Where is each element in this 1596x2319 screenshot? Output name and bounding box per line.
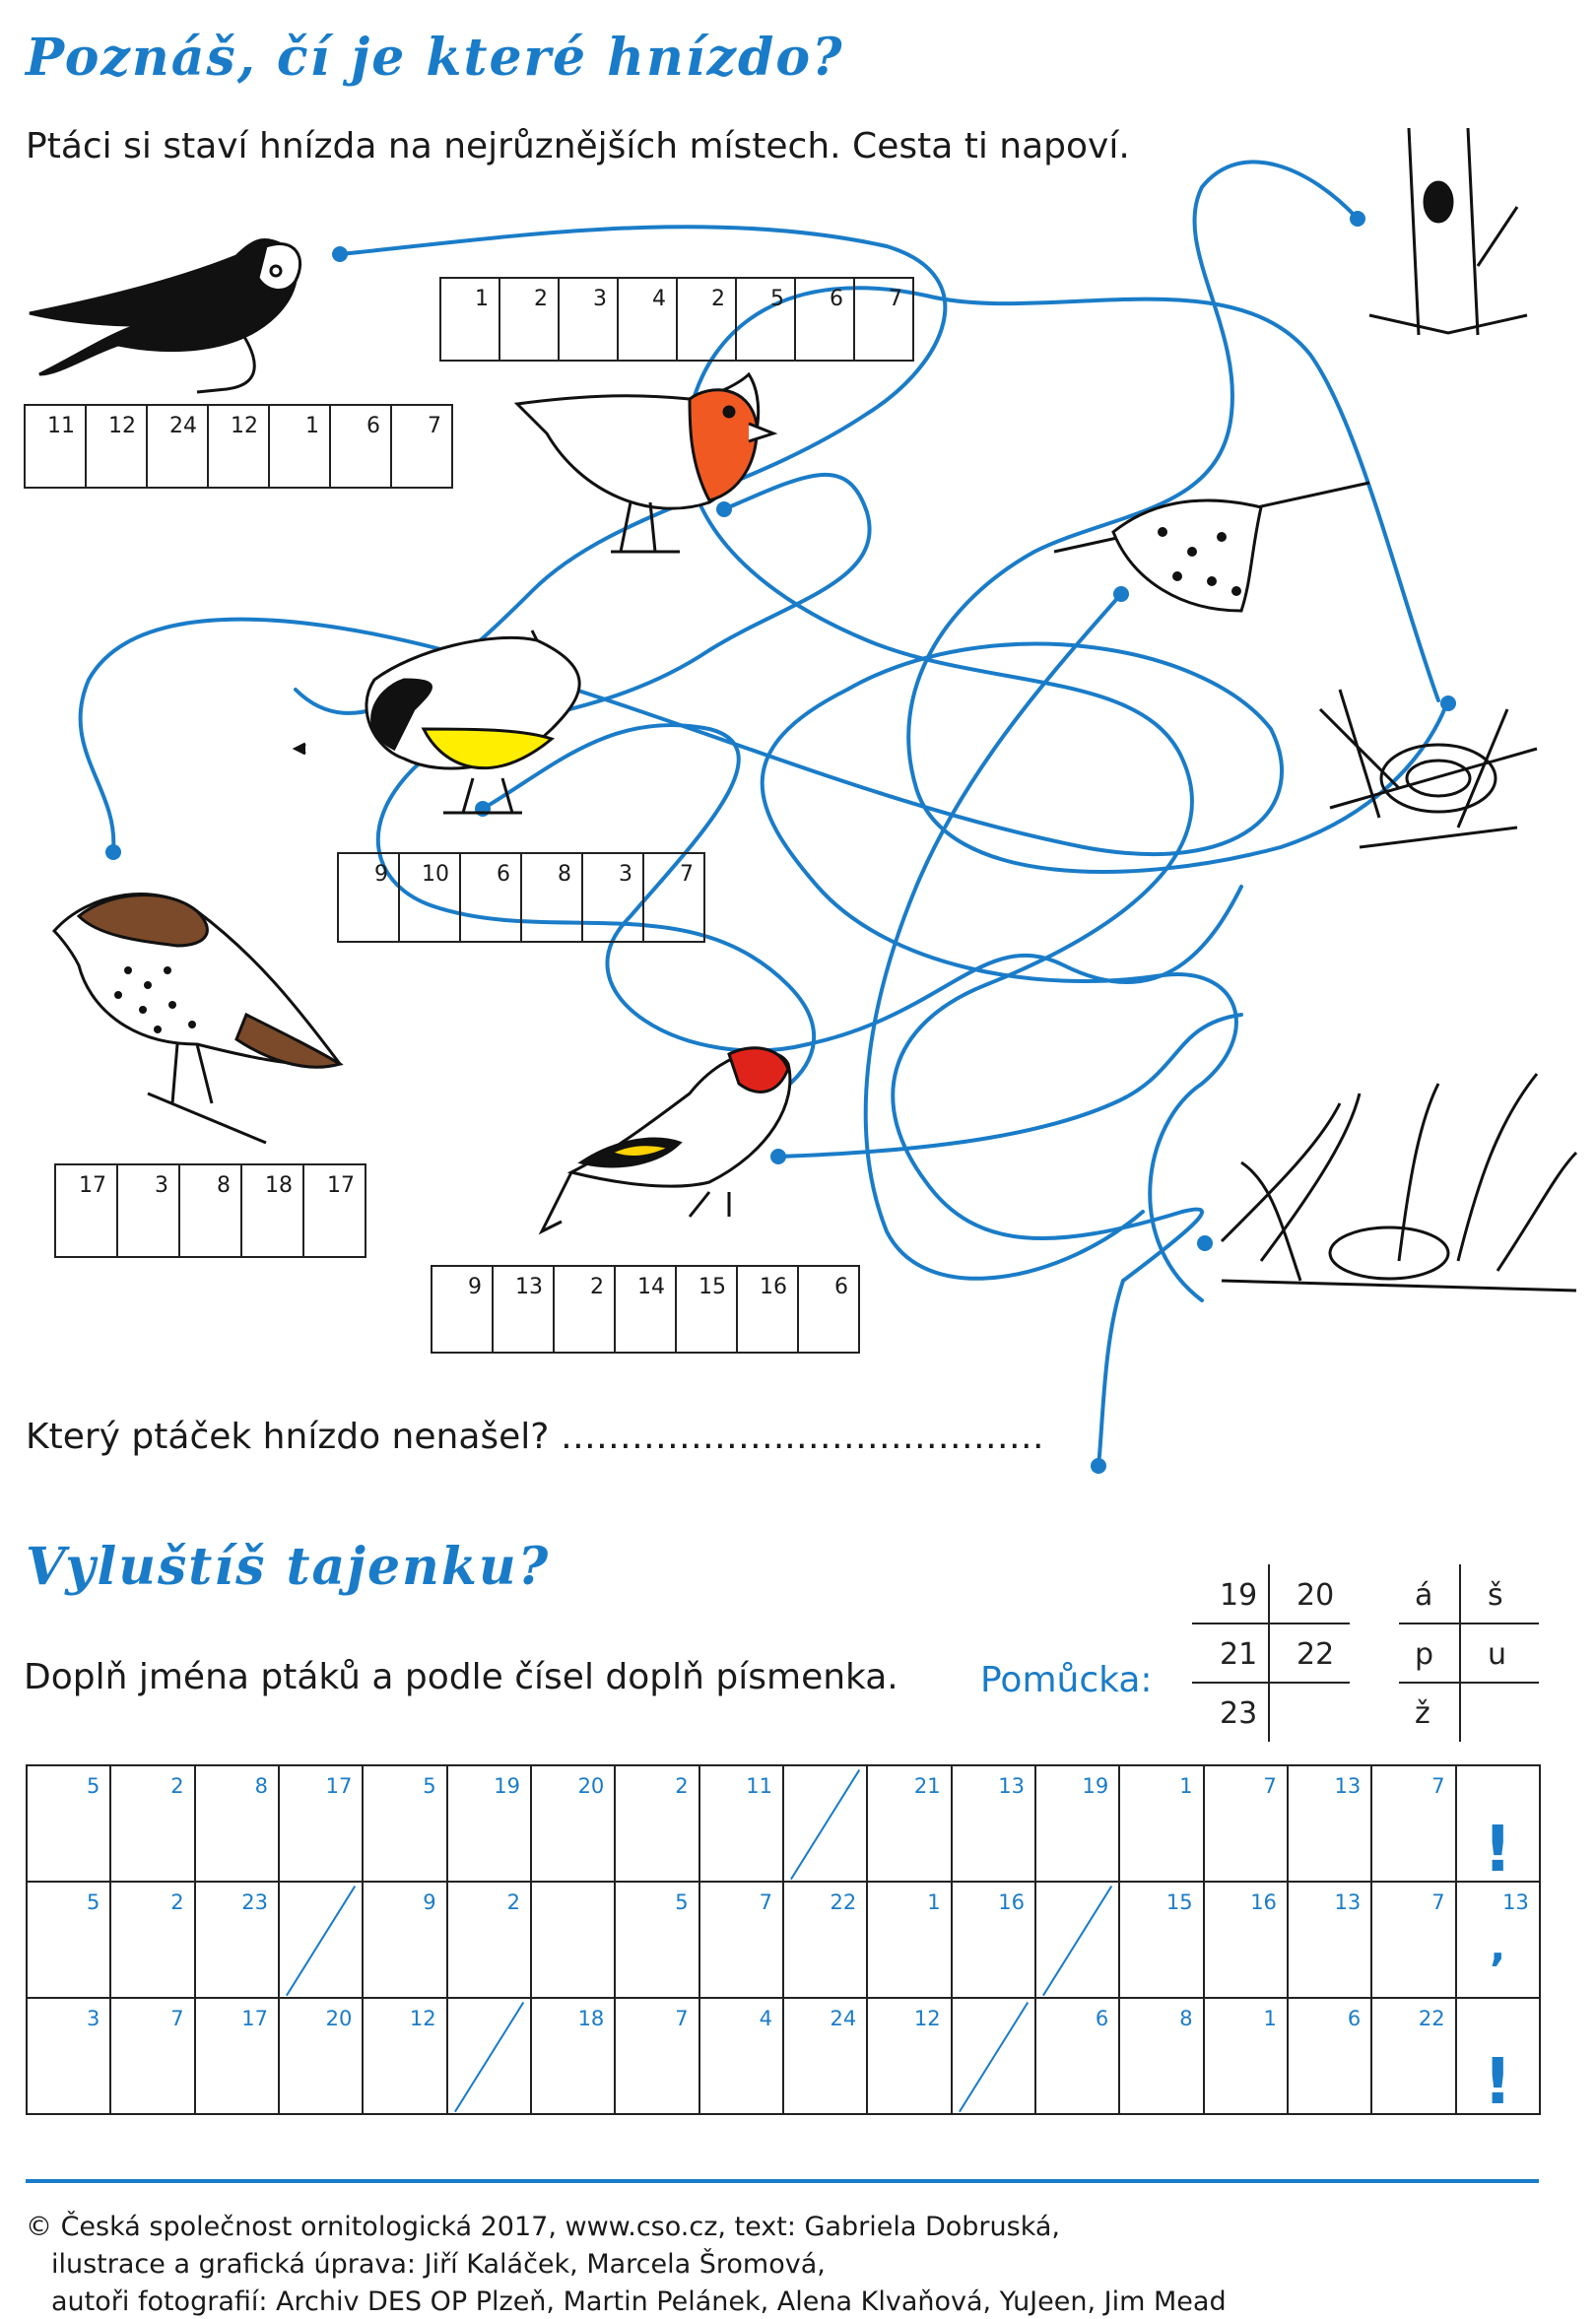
grid-punctuation: ! bbox=[1483, 1814, 1512, 1887]
letter-box[interactable]: 8 bbox=[522, 852, 583, 943]
letter-box[interactable]: 15 bbox=[677, 1265, 738, 1354]
great-tit-illustration bbox=[296, 630, 579, 813]
ground-nest-illustration bbox=[1222, 1074, 1576, 1291]
cup-nest-illustration bbox=[1320, 690, 1537, 847]
letter-box[interactable]: 5 bbox=[737, 277, 796, 362]
letter-box[interactable]: 7 bbox=[644, 852, 705, 943]
hanging-nest-illustration bbox=[1054, 483, 1369, 611]
grid-letter-cell[interactable]: 7 bbox=[700, 1883, 784, 1999]
letter-box[interactable]: 9 bbox=[339, 852, 400, 943]
grid-blank-cell bbox=[1036, 1883, 1120, 1999]
letter-box[interactable]: 16 bbox=[738, 1265, 799, 1354]
goldfinch-illustration bbox=[542, 1048, 790, 1231]
letter-box[interactable]: 12 bbox=[87, 404, 148, 489]
grid-letter-cell[interactable]: 7 bbox=[616, 1999, 699, 2115]
grid-punctuation: , bbox=[1490, 1922, 1506, 1970]
grid-letter-cell[interactable]: 1 bbox=[868, 1883, 952, 1999]
thrush-illustration bbox=[54, 894, 340, 1143]
grid-letter-cell[interactable]: 5 bbox=[28, 1766, 111, 1883]
grid-letter-cell[interactable]: 9 bbox=[364, 1883, 447, 1999]
grid-letter-cell[interactable]: 13 bbox=[1289, 1883, 1372, 1999]
grid-letter-cell[interactable]: 17 bbox=[196, 1999, 280, 2115]
grid-letter-cell[interactable]: 24 bbox=[784, 1999, 868, 2115]
hint-number: 21 bbox=[1220, 1637, 1258, 1672]
grid-letter-cell[interactable]: 13 bbox=[953, 1766, 1036, 1883]
grid-letter-cell[interactable]: 4 bbox=[700, 1999, 784, 2115]
hint-number: 19 bbox=[1220, 1578, 1258, 1613]
hint-letter: š bbox=[1488, 1578, 1503, 1613]
grid-letter-cell[interactable]: 8 bbox=[1120, 1999, 1204, 2115]
grid-letter-cell[interactable]: 2 bbox=[111, 1883, 195, 1999]
letter-box[interactable]: 9 bbox=[432, 1265, 494, 1354]
letter-box[interactable]: 12 bbox=[209, 404, 270, 489]
letter-box[interactable]: 18 bbox=[242, 1163, 304, 1258]
grid-letter-cell[interactable]: 7 bbox=[1205, 1766, 1289, 1883]
secret-grid bbox=[26, 1764, 1541, 2119]
grid-letter-cell[interactable]: 7 bbox=[1372, 1883, 1456, 1999]
letter-box[interactable]: 6 bbox=[331, 404, 392, 489]
grid-letter-cell[interactable]: 22 bbox=[784, 1883, 868, 1999]
grid-letter-cell[interactable]: 8 bbox=[196, 1766, 280, 1883]
letter-box[interactable]: 6 bbox=[799, 1265, 860, 1354]
hint-table bbox=[1192, 1564, 1539, 1742]
footer-line-3: autoři fotografií: Archiv DES OP Plzeň, Martin Pelánek, Alena Klvaňová, YuJeen, Jim Mead bbox=[51, 2286, 1227, 2317]
grid-row bbox=[28, 1766, 1541, 1887]
grid-letter-cell[interactable]: 23 bbox=[196, 1883, 280, 1999]
swallow-illustration bbox=[30, 239, 300, 392]
tree-hole-nest-illustration bbox=[1369, 128, 1527, 335]
letter-box[interactable]: 17 bbox=[56, 1163, 118, 1258]
grid-end-cell[interactable] bbox=[1457, 1999, 1541, 2119]
grid-punctuation: ! bbox=[1483, 2046, 1512, 2119]
grid-letter-cell[interactable]: 22 bbox=[1372, 1999, 1456, 2115]
grid-blank-cell bbox=[448, 1999, 532, 2115]
maze-path-6 bbox=[778, 1015, 1241, 1157]
grid-blank-cell bbox=[953, 1999, 1036, 2115]
grid-letter-cell[interactable]: 2 bbox=[111, 1766, 195, 1883]
hint-letter: á bbox=[1415, 1578, 1433, 1613]
letter-box[interactable]: 17 bbox=[304, 1163, 366, 1258]
letter-box[interactable]: 3 bbox=[583, 852, 644, 943]
grid-letter-cell[interactable]: 6 bbox=[1036, 1999, 1120, 2115]
letter-box[interactable]: 6 bbox=[796, 277, 855, 362]
section-title: Vyluštíš tajenku? bbox=[26, 1537, 551, 1597]
grid-letter-cell[interactable]: 6 bbox=[1289, 1999, 1372, 2115]
page-title: Poznáš, čí je které hnízdo? bbox=[26, 28, 844, 88]
letter-box[interactable]: 11 bbox=[26, 404, 87, 489]
grid-letter-cell[interactable]: 12 bbox=[868, 1999, 952, 2115]
swallow-letter-boxes bbox=[24, 404, 453, 489]
grid-row bbox=[28, 1999, 1541, 2119]
letter-box[interactable]: 2 bbox=[555, 1265, 616, 1354]
letter-box[interactable]: 10 bbox=[400, 852, 461, 943]
letter-box[interactable]: 4 bbox=[619, 277, 678, 362]
grid-letter-cell[interactable]: 21 bbox=[868, 1766, 952, 1883]
hint-number: 20 bbox=[1297, 1578, 1335, 1613]
letter-box[interactable]: 7 bbox=[392, 404, 453, 489]
grid-end-cell[interactable] bbox=[1457, 1766, 1541, 1887]
letter-box[interactable]: 8 bbox=[180, 1163, 242, 1258]
grid-letter-cell[interactable]: 19 bbox=[1036, 1766, 1120, 1883]
grid-letter-cell[interactable]: 7 bbox=[1372, 1766, 1456, 1883]
grid-letter-cell[interactable]: 16 bbox=[953, 1883, 1036, 1999]
grid-row bbox=[28, 1883, 1541, 1999]
footer-line-1: © Česká společnost ornitologická 2017, www.cso.cz, text: Gabriela Dobruská, bbox=[26, 2212, 1060, 2242]
grid-letter-cell[interactable] bbox=[532, 1883, 616, 1999]
robin-letter-boxes bbox=[439, 277, 914, 362]
tit-letter-boxes bbox=[337, 852, 705, 943]
hint-number: 23 bbox=[1220, 1696, 1258, 1731]
footer-divider bbox=[26, 2179, 1539, 2183]
grid-letter-cell[interactable]: 19 bbox=[448, 1766, 532, 1883]
intro-text: Ptáci si staví hnízda na nejrůznějších místech. Cesta ti napoví. bbox=[26, 126, 1130, 166]
grid-letter-cell[interactable]: 3 bbox=[28, 1999, 111, 2115]
question-text: Který ptáček hnízdo nenašel? ………………..………………… bbox=[26, 1417, 1044, 1457]
maze-path-5 bbox=[378, 475, 870, 1124]
hint-label: Pomůcka: bbox=[980, 1660, 1153, 1700]
grid-letter-cell[interactable]: 17 bbox=[280, 1766, 364, 1883]
grid-letter-cell[interactable]: 11 bbox=[700, 1766, 784, 1883]
grid-blank-cell bbox=[280, 1883, 364, 1999]
letter-box[interactable]: 24 bbox=[148, 404, 209, 489]
grid-end-cell[interactable] bbox=[1457, 1883, 1541, 1999]
grid-letter-cell[interactable]: 12 bbox=[364, 1999, 447, 2115]
grid-letter-cell[interactable]: 5 bbox=[364, 1766, 447, 1883]
letter-box[interactable]: 7 bbox=[855, 277, 914, 362]
grid-letter-cell[interactable]: 20 bbox=[532, 1766, 616, 1883]
goldfinch-letter-boxes bbox=[431, 1265, 860, 1354]
grid-letter-cell[interactable]: 16 bbox=[1205, 1883, 1289, 1999]
letter-box[interactable]: 1 bbox=[270, 404, 331, 489]
letter-box[interactable]: 1 bbox=[441, 277, 500, 362]
letter-box[interactable]: 2 bbox=[678, 277, 737, 362]
letter-box[interactable]: 3 bbox=[118, 1163, 180, 1258]
grid-letter-cell[interactable]: 1 bbox=[1205, 1999, 1289, 2115]
grid-letter-cell[interactable]: 2 bbox=[448, 1883, 532, 1999]
hint-letter: p bbox=[1415, 1637, 1434, 1672]
hint-number: 22 bbox=[1297, 1637, 1335, 1672]
footer-line-2: ilustrace a grafická úprava: Jiří Kaláček, Marcela Šromová, bbox=[51, 2249, 826, 2280]
grid-cell-number: 13 bbox=[1502, 1890, 1529, 1914]
grid-letter-cell[interactable]: 13 bbox=[1289, 1766, 1372, 1883]
letter-box[interactable]: 3 bbox=[560, 277, 619, 362]
robin-illustration bbox=[517, 374, 773, 552]
grid-letter-cell[interactable]: 7 bbox=[111, 1999, 195, 2115]
hint-letter: u bbox=[1488, 1637, 1507, 1672]
grid-letter-cell[interactable]: 18 bbox=[532, 1999, 616, 2115]
grid-blank-cell bbox=[784, 1766, 868, 1883]
thrush-letter-boxes bbox=[54, 1163, 366, 1258]
grid-letter-cell[interactable]: 2 bbox=[616, 1766, 699, 1883]
grid-letter-cell[interactable]: 20 bbox=[280, 1999, 364, 2115]
grid-letter-cell[interactable]: 15 bbox=[1120, 1883, 1204, 1999]
letter-box[interactable]: 13 bbox=[494, 1265, 555, 1354]
instruction-text: Doplň jména ptáků a podle čísel doplň písmenka. bbox=[24, 1657, 898, 1697]
grid-letter-cell[interactable]: 1 bbox=[1120, 1766, 1204, 1883]
grid-letter-cell[interactable]: 5 bbox=[28, 1883, 111, 1999]
letter-box[interactable]: 6 bbox=[461, 852, 522, 943]
letter-box[interactable]: 2 bbox=[500, 277, 560, 362]
hint-letter: ž bbox=[1415, 1696, 1430, 1731]
letter-box[interactable]: 14 bbox=[616, 1265, 677, 1354]
grid-letter-cell[interactable]: 5 bbox=[616, 1883, 699, 1999]
